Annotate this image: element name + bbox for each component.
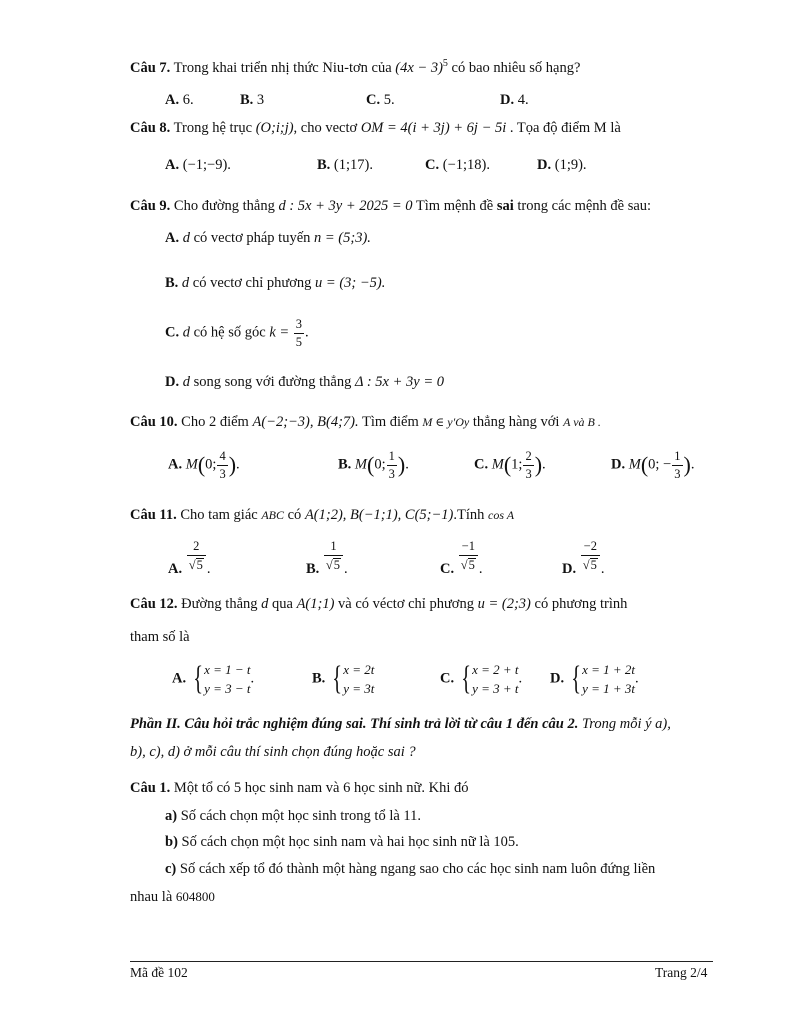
c1-item-c: c) Số cách xếp tổ đó thành một hàng ngang sao cho các học sinh nam luôn đứng liền bbox=[165, 861, 656, 877]
q8-opt-c: C. (−1;18). bbox=[425, 157, 490, 173]
q11-opt-b: B. $\frac{1}{√5}$ . bbox=[306, 539, 348, 577]
q9-stem: Câu 9. Cho đường thẳng d : 5x + 3y + 2025 = 0 Tìm mệnh đề sai trong các mệnh đề sau: bbox=[130, 198, 652, 214]
q9-expr: d : 5x + 3y + 2025 = 0 bbox=[278, 198, 413, 214]
q7-label: Câu 7. bbox=[130, 59, 171, 76]
q8-opt-d: D. (1;9). bbox=[537, 157, 587, 173]
part2-heading-line2: b), c), d) ở mỗi câu thí sinh chọn đúng hoặc sai ? bbox=[130, 744, 416, 760]
q7-exp: 5 bbox=[442, 58, 448, 69]
c1-label: Câu 1. bbox=[130, 780, 171, 796]
q8-stem: Câu 8. Trong hệ trục (O;i;j), cho vectơ OM = 4(i + 3j) + 6j − 5i . Tọa độ điểm M là bbox=[130, 120, 621, 136]
q10-points: A(−2;−3), B(4;7). bbox=[252, 414, 359, 430]
c1-item-c-cont: nhau là 604800 bbox=[130, 889, 215, 905]
q12-vector: u = (2;3) bbox=[477, 596, 531, 612]
q11-label: Câu 11. bbox=[130, 507, 177, 523]
q9-bold-word: sai bbox=[496, 198, 514, 214]
footer-rule bbox=[130, 961, 713, 962]
q7-text-b: có bao nhiêu số hạng? bbox=[451, 59, 581, 76]
q12-opt-a: A. { x = 1 − t y = 3 − t . bbox=[172, 660, 255, 697]
footer-page-number: Trang 2/4 bbox=[655, 965, 708, 980]
q12-label: Câu 12. bbox=[130, 596, 178, 612]
q12-opt-c: C. { x = 2 + t y = 3 + t . bbox=[440, 660, 523, 697]
part2-title: Phần II. Câu hỏi trắc nghiệm đúng sai. Thí sinh trả lời từ câu 1 đến câu 2. bbox=[130, 716, 579, 732]
c1-item-b: b) Số cách chọn một học sinh nam và hai học sinh nữ là 105. bbox=[165, 834, 519, 850]
q7-text: Trong khai triển nhị thức Niu-tơn của bbox=[173, 59, 392, 76]
q11-points: A(1;2), B(−1;1), C(5;−1) bbox=[304, 507, 454, 523]
q9-opt-d: D. d song song với đường thẳng Δ : 5x + 3y = 0 bbox=[165, 374, 444, 390]
q7-opt-d: D. 4. bbox=[500, 92, 529, 108]
q11-stem: Câu 11. Cho tam giác ABC có A(1;2), B(−1;1), C(5;−1).Tính cos A bbox=[130, 507, 515, 523]
q8-system: (O;i;j) bbox=[255, 120, 294, 136]
q10-label: Câu 10. bbox=[130, 414, 178, 430]
q7-opt-a: A. 6. bbox=[165, 92, 194, 108]
c1-stem: Câu 1. Một tổ có 5 học sinh nam và 6 học sinh nữ. Khi đó bbox=[130, 780, 469, 796]
q11-opt-a: A. $\frac{2}{√5}$ . bbox=[168, 539, 211, 577]
q7-opt-c: C. 5. bbox=[366, 92, 395, 108]
q8-text: Trong hệ trục bbox=[173, 120, 253, 136]
q7-opt-b: B. 3 bbox=[240, 92, 265, 108]
q10-opt-b: B. M(0; $\frac{1}{3}$ ). bbox=[338, 449, 409, 481]
footer-exam-code: Mã đề 102 bbox=[130, 965, 188, 980]
q12-stem-line2: tham số là bbox=[130, 629, 190, 645]
q12-opt-b: B. { x = 2t y = 3t bbox=[312, 660, 375, 697]
q12-opt-d: D. { x = 1 + 2t y = 1 + 3t . bbox=[550, 660, 639, 697]
q8-opt-a: A. (−1;−9). bbox=[165, 157, 231, 173]
q9-opt-c: C. d có hệ số góc k = $\frac{3}{5}$ . bbox=[165, 317, 309, 349]
q7-expr: (4x − 3) bbox=[395, 59, 443, 76]
q10-opt-d: D. M(0; − $\frac{1}{3}$ ). bbox=[611, 449, 695, 481]
q9-slope-frac: $\frac{3}{5}$ bbox=[295, 317, 303, 349]
q9-opt-a: A. d có vectơ pháp tuyến n = (5;3). bbox=[165, 230, 371, 246]
q9-label: Câu 9. bbox=[130, 198, 171, 214]
q8-expr: OM = 4(i + 3j) + 6j − 5i bbox=[360, 120, 507, 136]
q11-opt-c: C. $\frac{-1}{√5}$ . bbox=[440, 539, 483, 577]
q8-opt-b: B. (1;17). bbox=[317, 157, 373, 173]
q10-opt-c: C. M(1; $\frac{2}{3}$ ). bbox=[474, 449, 546, 481]
q8-label: Câu 8. bbox=[130, 120, 171, 136]
q10-opt-a: A. M(0; $\frac{4}{3}$ ). bbox=[168, 449, 240, 481]
q7-stem bbox=[130, 58, 580, 77]
q12-stem: Câu 12. Đường thẳng d qua A(1;1) và có véctơ chỉ phương u = (2;3) có phương trình bbox=[130, 596, 628, 612]
q11-opt-d: D. $\frac{-2}{√5}$ . bbox=[562, 539, 605, 577]
q10-stem: Câu 10. Cho 2 điểm A(−2;−3), B(4;7). Tìm điểm M ∈ y′Oy thẳng hàng với A và B . bbox=[130, 414, 601, 430]
q9-opt-b: B. d có vectơ chỉ phương u = (3; −5). bbox=[165, 275, 386, 291]
c1-item-a: a) Số cách chọn một học sinh trong tổ là 11. bbox=[165, 808, 422, 824]
part2-heading: Phần II. Câu hỏi trắc nghiệm đúng sai. Thí sinh trả lời từ câu 1 đến câu 2. Trong mỗi ý a), bbox=[130, 716, 671, 732]
